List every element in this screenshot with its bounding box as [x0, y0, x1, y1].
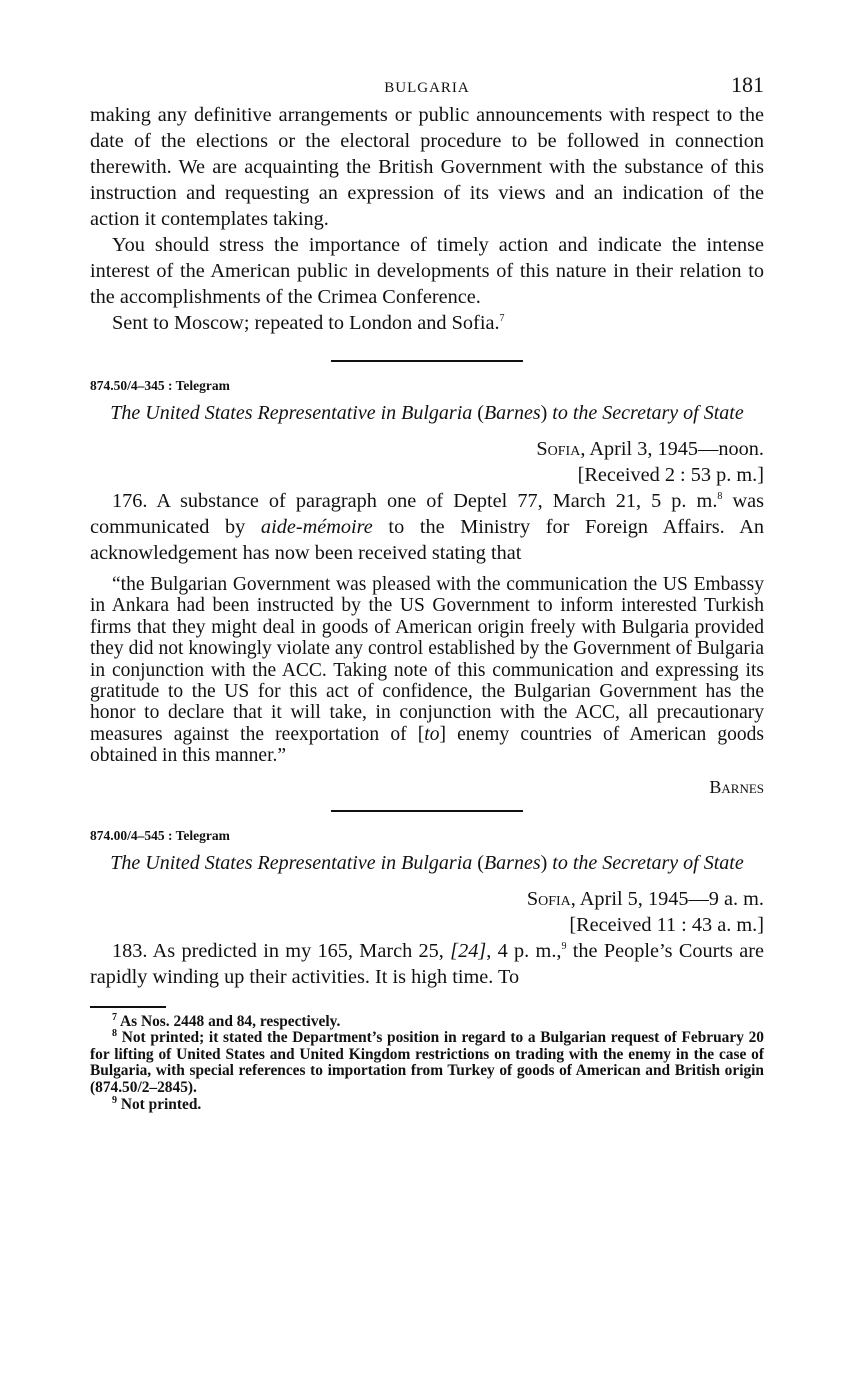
footnote-8: [90, 1030, 764, 1096]
section-divider: [331, 360, 523, 362]
intro-paragraph-1: making any definitive arrangements or public announcements with respect to the date of the elections or the electoral procedure to be followed in connection therewith. We are acquainting the British Government with the substance of this instruction and requesting an expression of its views and an indication of the action it contemplates taking.: [90, 104, 764, 230]
document-heading: [104, 400, 750, 426]
intro-paragraph-3: [90, 310, 764, 336]
heading-part-b: to the Secretary of State: [547, 402, 744, 424]
document-heading: [104, 850, 750, 876]
heading-paren-close: ): [540, 402, 548, 424]
running-header: [90, 72, 764, 102]
body-bracket-date: [24]: [450, 939, 487, 962]
heading-part-a: The United States Representative in Bulgaria: [110, 851, 478, 874]
footnote-ref-8[interactable]: 8: [717, 491, 723, 503]
footnote-text: Not printed; it stated the Department’s position in regard to a Bulgarian request of February 20 for lifting of United States and United Kingdom restrictions on trading with the enemy in the case of Bulgaria, with special references to importation from Turkey of goods of American and British origin (874.50/2–2845).: [90, 1029, 764, 1097]
telegram-183: [90, 828, 764, 990]
quote-bracket-close: ]: [439, 723, 446, 745]
footnote-9: [90, 1094, 764, 1114]
heading-paren-close: ): [540, 851, 548, 874]
footnote-text: Not printed.: [117, 1095, 202, 1113]
dateline-date: , April 3, 1945—noon.: [580, 438, 764, 460]
body-text-a: 183. As predicted in my 165, March 25,: [112, 939, 451, 962]
footnote-text: As Nos. 2448 and 84, respectively.: [117, 1012, 341, 1030]
quote-bracket-open: [: [417, 723, 425, 745]
quote-insert: to: [424, 723, 440, 745]
intro-paragraph-3-text: Sent to Moscow; repeated to London and Sofia.: [112, 312, 500, 334]
telegram-176: [90, 378, 764, 798]
footnote-ref-7[interactable]: 7: [499, 313, 505, 325]
body-text-c: the People’s Courts are rapidly winding up their activities. It is high time. To: [90, 939, 764, 988]
signature: Barnes: [709, 776, 764, 797]
body-text-italic: aide-mémoire: [260, 516, 373, 538]
dateline-place: Sofia: [526, 887, 571, 910]
footnote-divider: [90, 1006, 166, 1008]
quoted-acknowledgement: [90, 574, 764, 767]
received-line: [Received 2 : 53 p. m.]: [577, 464, 764, 486]
footnote-mark: 8: [112, 1028, 117, 1040]
heading-name: Barnes: [483, 851, 541, 874]
body-text-c: to the Ministry for Foreign Affairs. An acknowledgement has now been received stating that: [90, 516, 765, 564]
quote-block: [90, 574, 764, 767]
heading-part-a: The United States Representative in Bulgaria: [110, 402, 478, 424]
body-text-a: 176. A substance of paragraph one of Deptel 77, March 21, 5 p. m.: [112, 490, 718, 512]
body-text-b: was communicated by: [90, 490, 764, 538]
heading-name: Barnes: [483, 402, 541, 424]
footnote-mark: 7: [112, 1011, 117, 1023]
heading-part-b: to the Secretary of State: [547, 851, 744, 874]
page-number: 181: [731, 72, 764, 97]
intro-paragraph-2: You should stress the importance of timely action and indicate the intense interest of the American public in developments of this nature in their relation to the accomplishments of the Crimea Conference.: [90, 234, 764, 308]
document-page: [90, 72, 764, 1113]
section-divider: [331, 810, 523, 812]
dateline: [90, 886, 764, 912]
telegram-body: [90, 488, 764, 566]
dateline-date: , April 5, 1945—9 a. m.: [570, 887, 764, 910]
telegram-body: [90, 938, 764, 990]
dateline: [90, 436, 764, 462]
quote-text-b: enemy countries of American goods obtained in this manner.”: [90, 723, 765, 767]
received-line: [Received 11 : 43 a. m.]: [569, 913, 764, 936]
file-reference: 874.00/4–545 : Telegram: [90, 827, 230, 843]
footnotes: [90, 1011, 764, 1114]
heading-paren-open: (: [477, 402, 484, 424]
quote-text-a: “the Bulgarian Government was pleased with the communication the US Embassy in Ankara had been instructed by the US Government to inform interested Turkish firms that they might deal in goods of American origin freely with Bulgaria provided they did not knowingly violate any control established by the Government of Bulgaria in conjunction with the ACC. Taking note of this communication and expressing its gratitude to the US for this act of confidence, the Bulgarian Government has the honor to declare that it will take, in conjunction with the ACC, all precautionary measures against the reexportation of: [90, 574, 764, 745]
footnote-ref-9[interactable]: 9: [561, 940, 567, 952]
body-text-b: , 4 p. m.,: [486, 939, 562, 962]
file-reference: 874.50/4–345 : Telegram: [90, 378, 230, 393]
running-title: BULGARIA: [384, 80, 470, 96]
heading-paren-open: (: [477, 851, 484, 874]
footnote-mark: 9: [112, 1094, 117, 1106]
dateline-place: Sofia: [536, 438, 581, 460]
footnote-7: [90, 1011, 764, 1031]
